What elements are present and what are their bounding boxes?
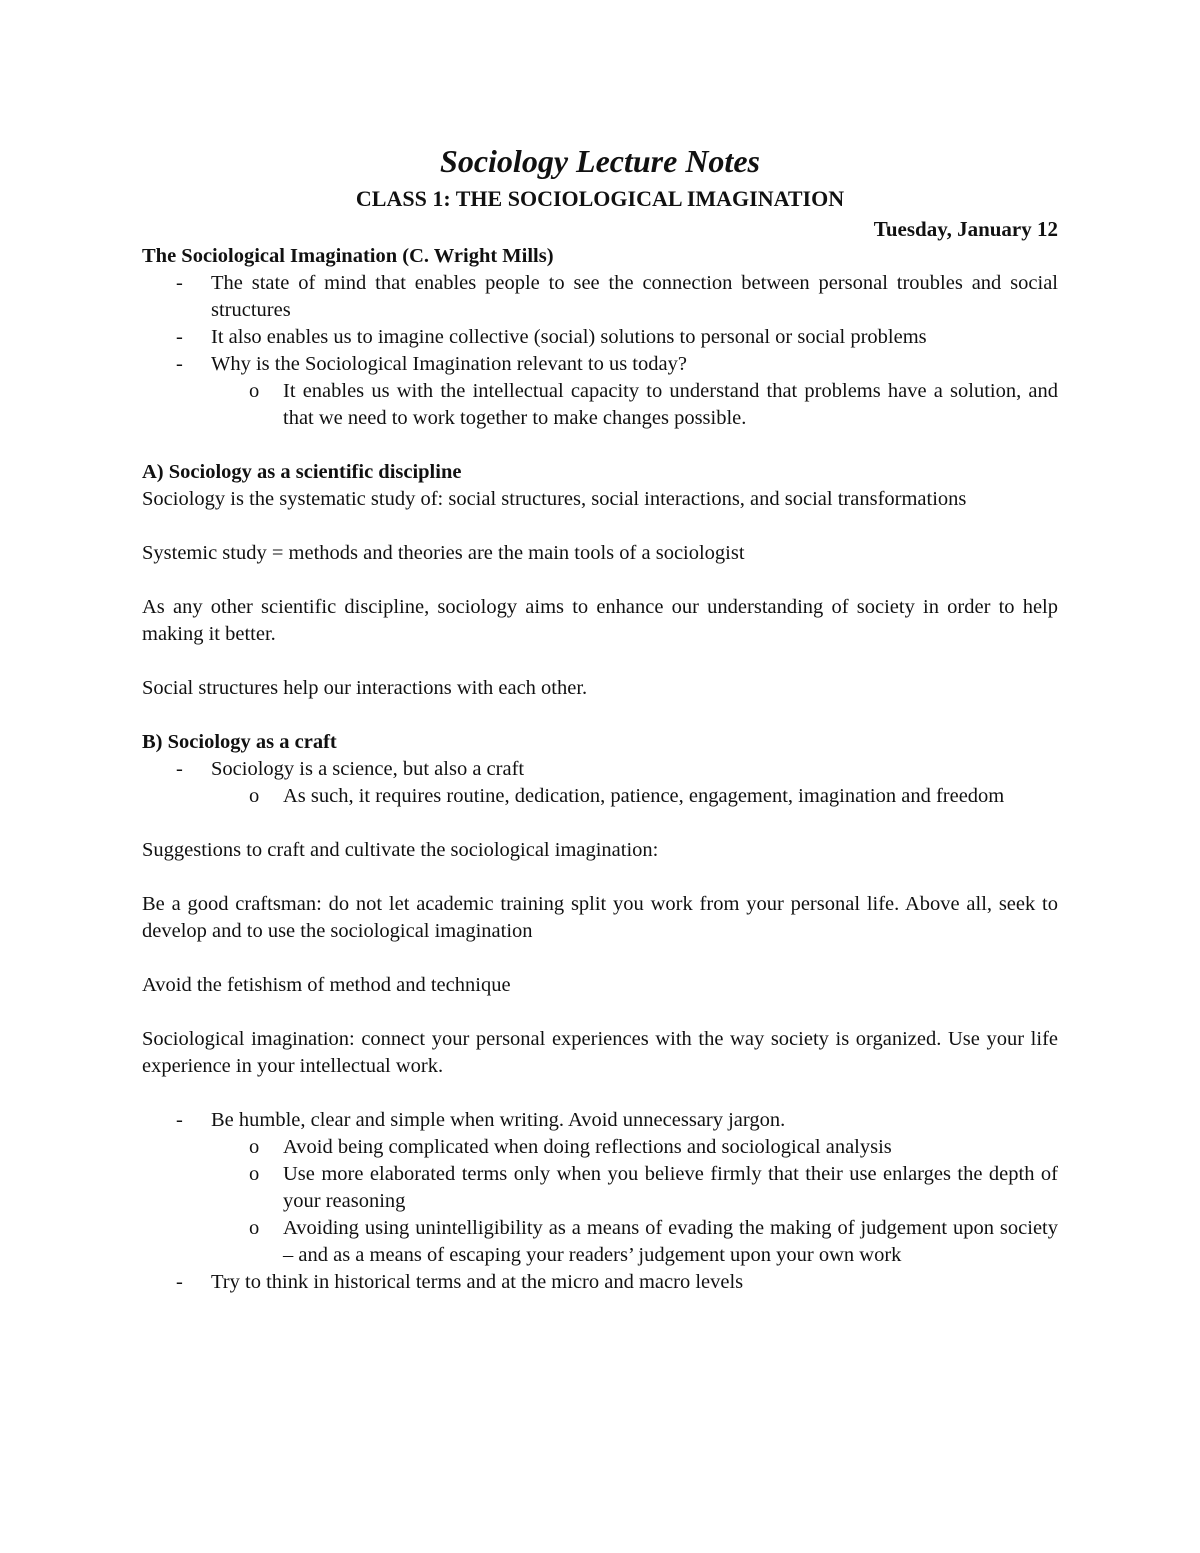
- intro-bullet-text: Why is the Sociological Imagination relevant to us today?: [211, 353, 687, 375]
- section-b-final-sub-bullet: o Use more elaborated terms only when you believe firmly that their use enlarges the depth of your reasoning: [211, 1161, 1058, 1215]
- section-b-final-sub-bullet: o Avoid being complicated when doing reflections and sociological analysis: [211, 1134, 1058, 1161]
- section-b-final-bullet-text: Be humble, clear and simple when writing. Avoid unnecessary jargon.: [211, 1109, 786, 1131]
- intro-bullet: [142, 351, 1058, 432]
- section-b-final-bullet: - Try to think in historical terms and at the micro and macro levels: [142, 1269, 1058, 1296]
- section-b-bullet-text: Sociology is a science, but also a craft: [211, 758, 525, 780]
- section-b-final-bullet-list: [142, 1107, 1058, 1296]
- section-b-bullet: [142, 756, 1058, 810]
- section-b-paragraph: Avoid the fetishism of method and technique: [142, 974, 511, 996]
- intro-bullet: - The state of mind that enables people to see the connection between personal troubles and social structures: [142, 270, 1058, 324]
- section-b-paragraph: Sociological imagination: connect your personal experiences with the way society is organized. Use your life experience in your intellectual work.: [142, 1028, 1058, 1077]
- intro-sub-bullet: o It enables us with the intellectual capacity to understand that problems have a solution, and that we need to work together to make changes possible.: [211, 378, 1058, 432]
- section-b-bullet-list: [142, 756, 1058, 810]
- intro-bullet-list: [142, 270, 1058, 432]
- intro-bullet: - It also enables us to imagine collective (social) solutions to personal or social problems: [142, 324, 1058, 351]
- section-a-heading: A) Sociology as a scientific discipline: [142, 461, 462, 483]
- section-b-paragraph: Be a good craftsman: do not let academic training split you work from your personal life. Above all, seek to develop and to use the sociological imagination: [142, 893, 1058, 942]
- section-a-paragraph: Systemic study = methods and theories are the main tools of a sociologist: [142, 542, 745, 564]
- document-title: Sociology Lecture Notes: [440, 143, 760, 179]
- intro-heading: The Sociological Imagination (C. Wright Mills): [142, 245, 554, 267]
- section-b-sub-bullet-list: [211, 783, 1058, 810]
- section-b-paragraph: Suggestions to craft and cultivate the sociological imagination:: [142, 839, 659, 861]
- class-subtitle: CLASS 1: THE SOCIOLOGICAL IMAGINATION: [355, 186, 845, 211]
- lecture-date: Tuesday, January 12: [873, 217, 1058, 241]
- section-b-final-bullet: [142, 1107, 1058, 1269]
- intro-sub-bullet-list: [211, 378, 1058, 432]
- section-b-sub-bullet: o As such, it requires routine, dedication, patience, engagement, imagination and freedom: [211, 783, 1058, 810]
- section-b-final-sub-bullet-list: [211, 1134, 1058, 1269]
- section-b-heading: B) Sociology as a craft: [142, 731, 337, 753]
- section-a-paragraph: Sociology is the systematic study of: social structures, social interactions, and social transformations: [142, 488, 967, 510]
- section-a-paragraph: Social structures help our interactions with each other.: [142, 677, 588, 699]
- section-a-paragraph: As any other scientific discipline, sociology aims to enhance our understanding of society in order to help making it better.: [142, 596, 1058, 645]
- section-b-final-sub-bullet: o Avoiding using unintelligibility as a means of evading the making of judgement upon society – and as a means of escaping your readers’ judgement upon your own work: [211, 1215, 1058, 1269]
